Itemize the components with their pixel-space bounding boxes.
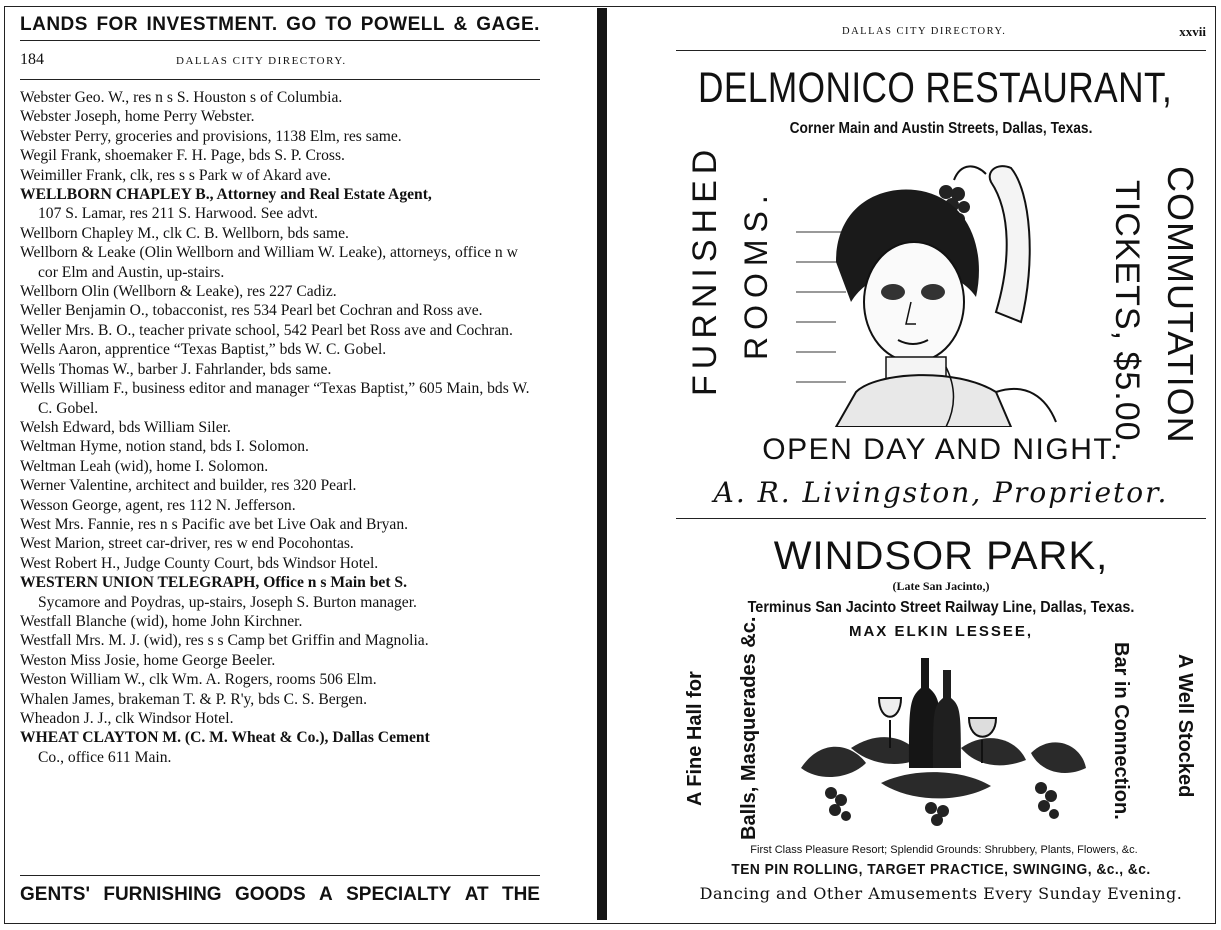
directory-entry [20,476,540,495]
delmonico-title: DELMONICO RESTAURANT, [698,64,1173,112]
banner-word: A [319,884,333,905]
entry-text: Wells Thomas W., barber J. Fahrlander, bds same. [20,360,332,378]
directory-entry [20,612,540,631]
entry-text: Weller Mrs. B. O., teacher private school, 542 Pearl bet Ross ave and Cochran. [20,321,513,339]
entry-text: Weston William W., clk Wm. A. Rogers, rooms 506 Elm. [20,671,377,689]
directory-entry [20,107,540,126]
page-number: xxvii [1179,24,1206,39]
dancing-line: Dancing and Other Amusements Every Sunday Evening. [699,884,1183,903]
running-head: DALLAS CITY DIRECTORY. [842,26,1007,37]
entry-text: West Marion, street car-driver, res w end Pocohontas. [20,535,354,553]
advert-divider [676,518,1206,519]
directory-entry [20,146,540,165]
entry-text: Westfall Mrs. M. J. (wid), res s s Camp bet Griffin and Magnolia. [20,632,429,650]
directory-entry [20,728,540,767]
entry-text: Webster Perry, groceries and provisions, 1138 Elm, res same. [20,127,402,145]
directory-entry [20,301,540,320]
banner-word: SPECIALTY [346,884,452,905]
book-spine [597,8,607,920]
banner-word: TO [325,14,353,35]
directory-entry [20,360,540,379]
footer-rule [20,875,540,876]
entry-text: Westfall Blanche (wid), home John Kirchner. [20,612,303,630]
banner-word: THE [501,884,540,905]
banner-word: POWELL [360,14,445,35]
entry-text: Wesson George, agent, res 112 N. Jefferson. [20,496,296,514]
woman-with-grapes-illustration [796,152,1106,427]
right-page-header [676,18,1206,38]
rooms-vertical: ROOMS. [738,188,774,360]
directory-entry [20,457,540,476]
directory-entry [20,534,540,553]
top-banner [20,14,540,36]
entry-text: Wellborn Chapley M., clk C. B. Wellborn, bds same. [20,224,349,242]
directory-entry [20,127,540,146]
directory-entry [20,690,540,709]
header-rule [676,50,1206,51]
directory-entry [20,554,540,573]
directory-entry [20,631,540,650]
well-stocked-vertical: A Well Stocked [1174,654,1196,798]
entry-text: Wells Aaron, apprentice “Texas Baptist,” bds W. C. Gobel. [20,341,387,359]
entry-text: Sycamore and Poydras, up-stairs, Joseph S. Burton manager. [38,593,417,611]
page-number: 184 [20,51,44,68]
directory-entry [20,709,540,728]
entry-text: Werner Valentine, architect and builder, res 320 Pearl. [20,477,357,495]
directory-entry [20,340,540,359]
banner-word: FURNISHING [103,884,222,905]
banner-word: GAGE. [476,14,540,35]
furnished-vertical: FURNISHED [686,143,724,396]
entry-text: Wheadon J. J., clk Windsor Hotel. [20,710,234,727]
directory-entry [20,437,540,456]
running-head: DALLAS CITY DIRECTORY. [176,55,347,67]
directory-entry [20,670,540,689]
entry-text: Weimiller Frank, clk, res s s Park w of Akard ave. [20,166,331,184]
banner-word: & [453,14,468,35]
banner-word: GO [286,14,317,35]
directory-entry [20,418,540,437]
proprietor-signature: A. R. Livingston, Proprietor. [713,476,1169,509]
directory-entry [20,515,540,534]
entry-text: Weston Miss Josie, home George Beeler. [20,651,276,669]
directory-entries [20,88,540,767]
windsor-terminus: Terminus San Jacinto Street Railway Line, Dallas, Texas. [747,599,1135,616]
first-class-line: First Class Pleasure Resort; Splendid Grounds: Shrubbery, Plants, Flowers, &c. [750,844,1138,856]
banner-word: FOR [96,14,139,35]
entry-text: Weltman Hyme, notion stand, bds I. Solomon. [20,438,309,456]
ten-pin-line: TEN PIN ROLLING, TARGET PRACTICE, SWINGING, &c., &c. [731,861,1151,878]
windsor-title: WINDSOR PARK, [773,534,1109,578]
entry-text: West Robert H., Judge County Court, bds Windsor Hotel. [20,554,379,572]
directory-entry [20,88,540,107]
entry-text: Webster Geo. W., res n s S. Houston s of Columbia. [20,89,343,106]
entry-text: Weltman Leah (wid), home I. Solomon. [20,457,269,475]
directory-entry [20,496,540,515]
delmonico-address: Corner Main and Austin Streets, Dallas, Texas. [789,120,1093,137]
directory-entry [20,243,540,282]
fine-hall-vertical: A Fine Hall for [684,671,706,806]
wine-bottles-illustration [791,648,1091,838]
entry-text: 107 S. Lamar, res 211 S. Harwood. See advt. [38,205,318,223]
entry-bold-name: WELLBORN CHAPLEY B., Attorney and Real Estate Agent, [20,186,432,204]
directory-entry [20,573,540,612]
directory-entry [20,321,540,340]
directory-entry [20,651,540,670]
banner-word: GOODS [234,884,306,905]
top-rule [20,40,540,41]
entry-text: West Mrs. Fannie, res n s Pacific ave bet Live Oak and Bryan. [20,515,409,533]
entry-text: Welsh Edward, bds William Siler. [20,418,231,436]
left-page-header [20,51,540,69]
tickets-vertical: TICKETS, $5.00. [1108,180,1146,452]
windsor-late-name: (Late San Jacinto,) [892,579,990,593]
directory-entry [20,224,540,243]
bottom-banner [20,884,540,906]
directory-entry [20,379,540,418]
banner-word: GENTS' [20,884,90,905]
entry-text: Webster Joseph, home Perry Webster. [20,108,255,126]
windsor-lessee: MAX ELKIN LESSEE, [848,623,1034,640]
entry-bold-name: WESTERN UNION TELEGRAPH, Office n s Main bet S. [20,574,407,592]
entry-text: Wellborn & Leake (Olin Wellborn and William W. Leake), attorneys, office n w cor Elm and Austin, up-stairs. [20,244,518,281]
bar-vertical: Bar in Connection. [1110,642,1132,820]
directory-entry [20,185,540,224]
directory-entry [20,282,540,301]
entry-text: Co., office 611 Main. [38,748,172,766]
header-rule [20,79,540,80]
commutation-vertical: COMMUTATION [1160,166,1201,444]
entry-text: Wells William F., business editor and manager “Texas Baptist,” 605 Main, bds W. C. Gobel. [20,380,530,417]
entry-text: Wellborn Olin (Wellborn & Leake), res 227 Cadiz. [20,283,337,301]
banner-word: LANDS [20,14,88,35]
left-page [20,14,540,767]
banner-word: INVESTMENT. [146,14,278,35]
directory-entry [20,166,540,185]
entry-text: Weller Benjamin O., tobacconist, res 534 Pearl bet Cochran and Ross ave. [20,302,483,320]
entry-bold-name: WHEAT CLAYTON M. (C. M. Wheat & Co.), Dallas Cement [20,729,430,747]
entry-text: Whalen James, brakeman T. & P. R'y, bds C. S. Bergen. [20,690,367,708]
right-page [676,18,1206,918]
open-day-night: OPEN DAY AND NIGHT. [762,433,1120,466]
banner-word: AT [464,884,489,905]
balls-vertical: Balls, Masquerades &c. [738,616,760,840]
entry-text: Wegil Frank, shoemaker F. H. Page, bds S. P. Cross. [20,147,345,165]
